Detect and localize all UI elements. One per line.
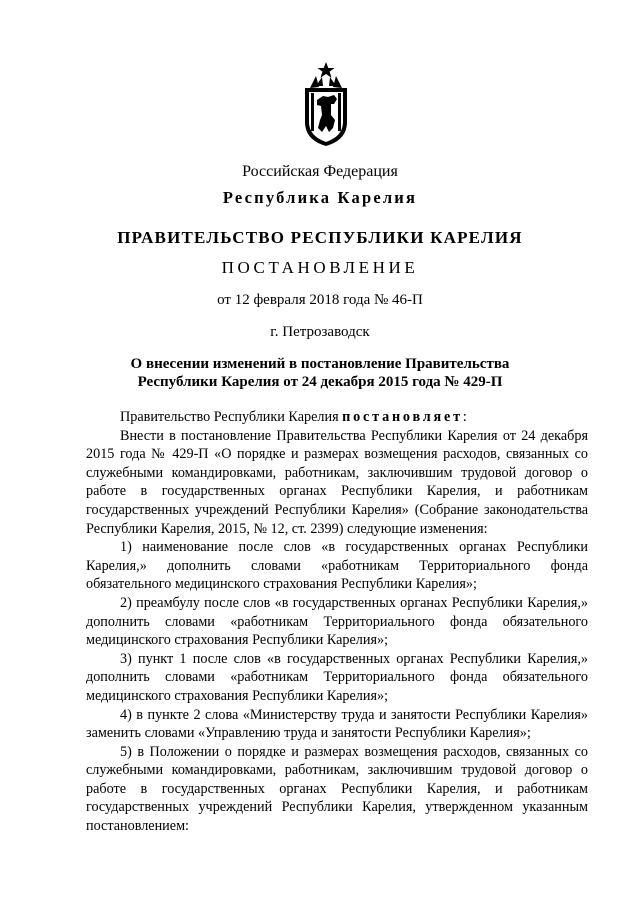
body-paragraph: 2) преамбулу после слов «в государственных органах Республики Карелия,» дополнить словами «работникам Территориального фонда обязательного медицинского страхования Республики Карелия»; <box>86 594 588 649</box>
document-body <box>86 408 588 836</box>
intro-suffix: : <box>462 409 467 425</box>
country-name: Российская Федерация <box>242 163 398 180</box>
intro-paragraph <box>86 408 588 427</box>
intro-prefix: Правительство Республики Карелия <box>120 409 343 425</box>
document-title <box>0 355 640 391</box>
body-paragraph: 4) в пункте 2 слова «Министерству труда и занятости Республики Карелия» заменить словами «Управлению труда и занятости Республики Карелия»; <box>86 706 588 742</box>
document-type: ПОСТАНОВЛЕНИЕ <box>221 258 419 277</box>
body-paragraph: 3) пункт 1 после слов «в государственных органах Республики Карелия,» дополнить словами «работникам Территориального фонда обязательного медицинского страхования Республики Карелия»; <box>86 650 588 704</box>
title-line: Республики Карелия от 24 декабря 2015 года № 429-П <box>137 374 503 390</box>
karelia-coat-of-arms-icon <box>300 60 352 148</box>
document-city: г. Петрозаводск <box>270 324 370 340</box>
body-paragraph: 5) в Положении о порядке и размерах возмещения расходов, связанных со служебными командировками, работникам, заключившим трудовой договор о работе в государственных органах Республики Карелия, и работникам государственных учреждений Республики Карелия, утвержденном указанным постановлением: <box>86 743 588 835</box>
authority-name: ПРАВИТЕЛЬСТВО РЕСПУБЛИКИ КАРЕЛИЯ <box>117 228 523 247</box>
document-date: от 12 февраля 2018 года № 46-П <box>217 292 423 308</box>
title-line: О внесении изменений в постановление Правительства <box>130 356 510 372</box>
body-paragraph: Внести в постановление Правительства Республики Карелия от 24 декабря 2015 года № 429-П «О порядке и размерах возмещения расходов, связанных со служебными командировками, работникам, заключившим трудовой договор о работе в государственных органах Республики Карелия, и работникам государственных учреждений Республики Карелия» (Собрание законодательства Республики Карелия, 2015, № 12, ст. 2399) следующие изменения: <box>86 427 588 537</box>
intro-keyword: постановляет <box>342 409 463 425</box>
body-paragraph: 1) наименование после слов «в государственных органах Республики Карелия,» дополнить словами «работникам Территориального фонда обязательного медицинского страхования Республики Карелия»; <box>86 539 588 593</box>
republic-name: Республика Карелия <box>222 188 418 207</box>
